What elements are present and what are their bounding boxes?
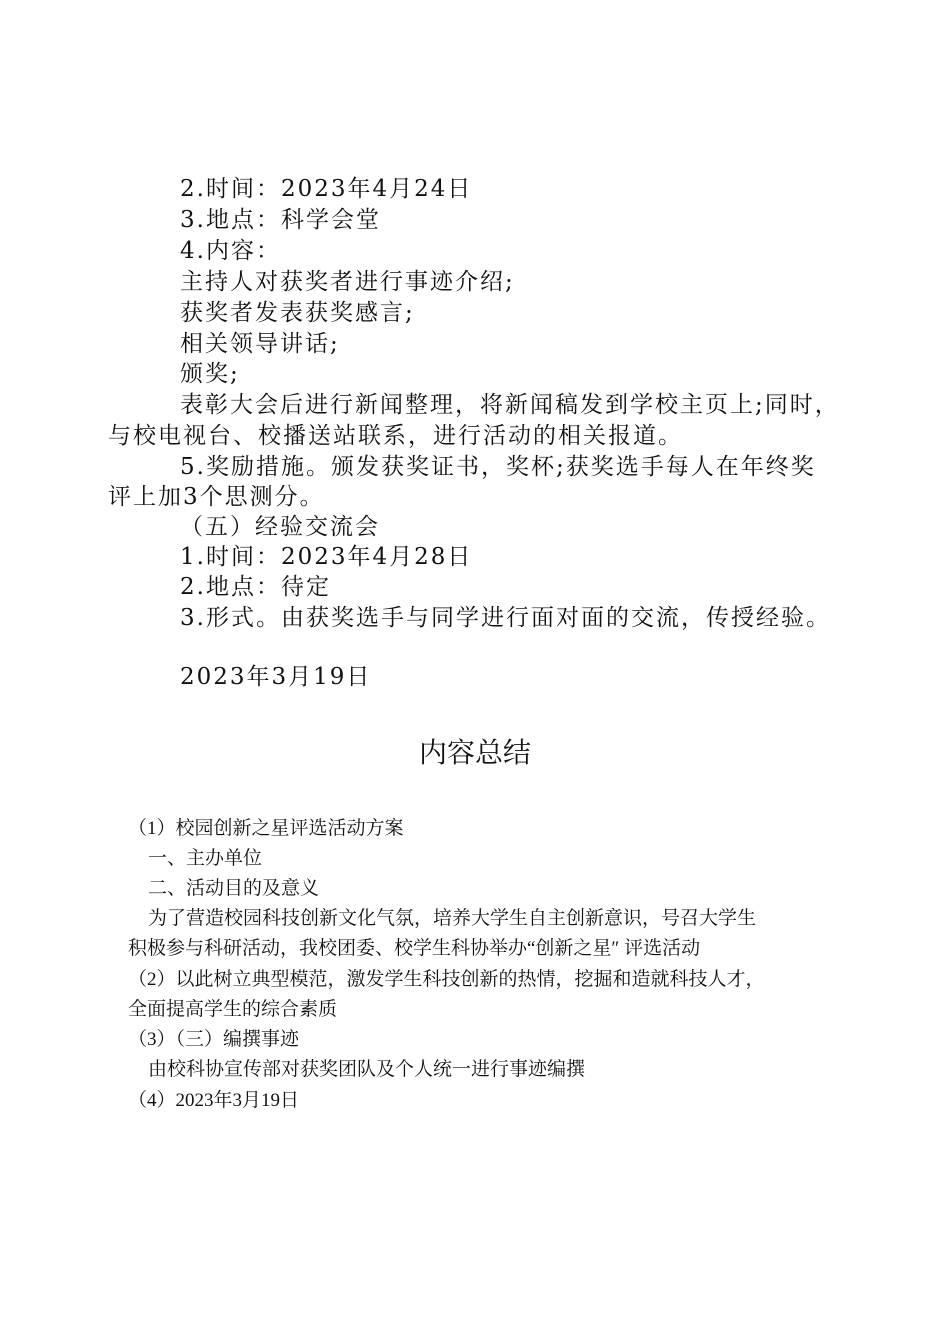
document-date: 2023年3月19日 [180, 664, 372, 690]
text-line: 获奖者发表获奖感言; [180, 300, 415, 326]
text-line: 2.地点：待定 [180, 574, 331, 600]
summary-title: 内容总结 [418, 736, 531, 769]
summary-line: 全面提高学生的综合素质 [128, 999, 338, 1020]
text-line: 2.时间：2023年4月24日 [180, 176, 473, 202]
text-line: 主持人对获奖者进行事迹介绍; [180, 269, 515, 295]
summary-line: （4）2023年3月19日 [128, 1090, 300, 1111]
text-line: 评上加3个思测分。 [108, 484, 325, 510]
text-line: 1.时间：2023年4月28日 [180, 544, 473, 570]
text-line: 5.奖励措施。颁发获奖证书，奖杯;获奖选手每人在年终奖 [180, 454, 816, 480]
summary-line: 一、主办单位 [148, 848, 263, 869]
text-line: 颁奖; [180, 361, 240, 387]
summary-line: （2）以此树立典型模范，激发学生科技创新的热情，挖掘和造就科技人才， [128, 969, 765, 990]
summary-line: 由校科协宣传部对获奖团队及个人统一进行事迹编撰 [148, 1059, 586, 1080]
text-line: 相关领导讲话; [180, 331, 340, 357]
section-heading: （五）经验交流会 [180, 514, 380, 540]
text-line: 3.地点：科学会堂 [180, 207, 381, 233]
summary-line: 积极参与科研活动，我校团委、校学生科协举办“创新之星″ 评选活动 [128, 938, 701, 959]
summary-line: （3）（三）编撰事迹 [128, 1029, 300, 1050]
summary-line: 为了营造校园科技创新文化气氛，培养大学生自主创新意识，号召大学生 [148, 908, 757, 929]
text-line: 4.内容： [180, 238, 281, 264]
summary-line: （1）校园创新之星评选活动方案 [128, 818, 404, 839]
text-line: 3.形式。由获奖选手与同学进行面对面的交流，传授经验。 [180, 605, 831, 631]
text-line: 表彰大会后进行新闻整理，将新闻稿发到学校主页上;同时， [180, 392, 840, 418]
summary-line: 二、活动目的及意义 [148, 878, 320, 899]
text-line: 与校电视台、校播送站联系，进行活动的相关报道。 [108, 423, 683, 449]
